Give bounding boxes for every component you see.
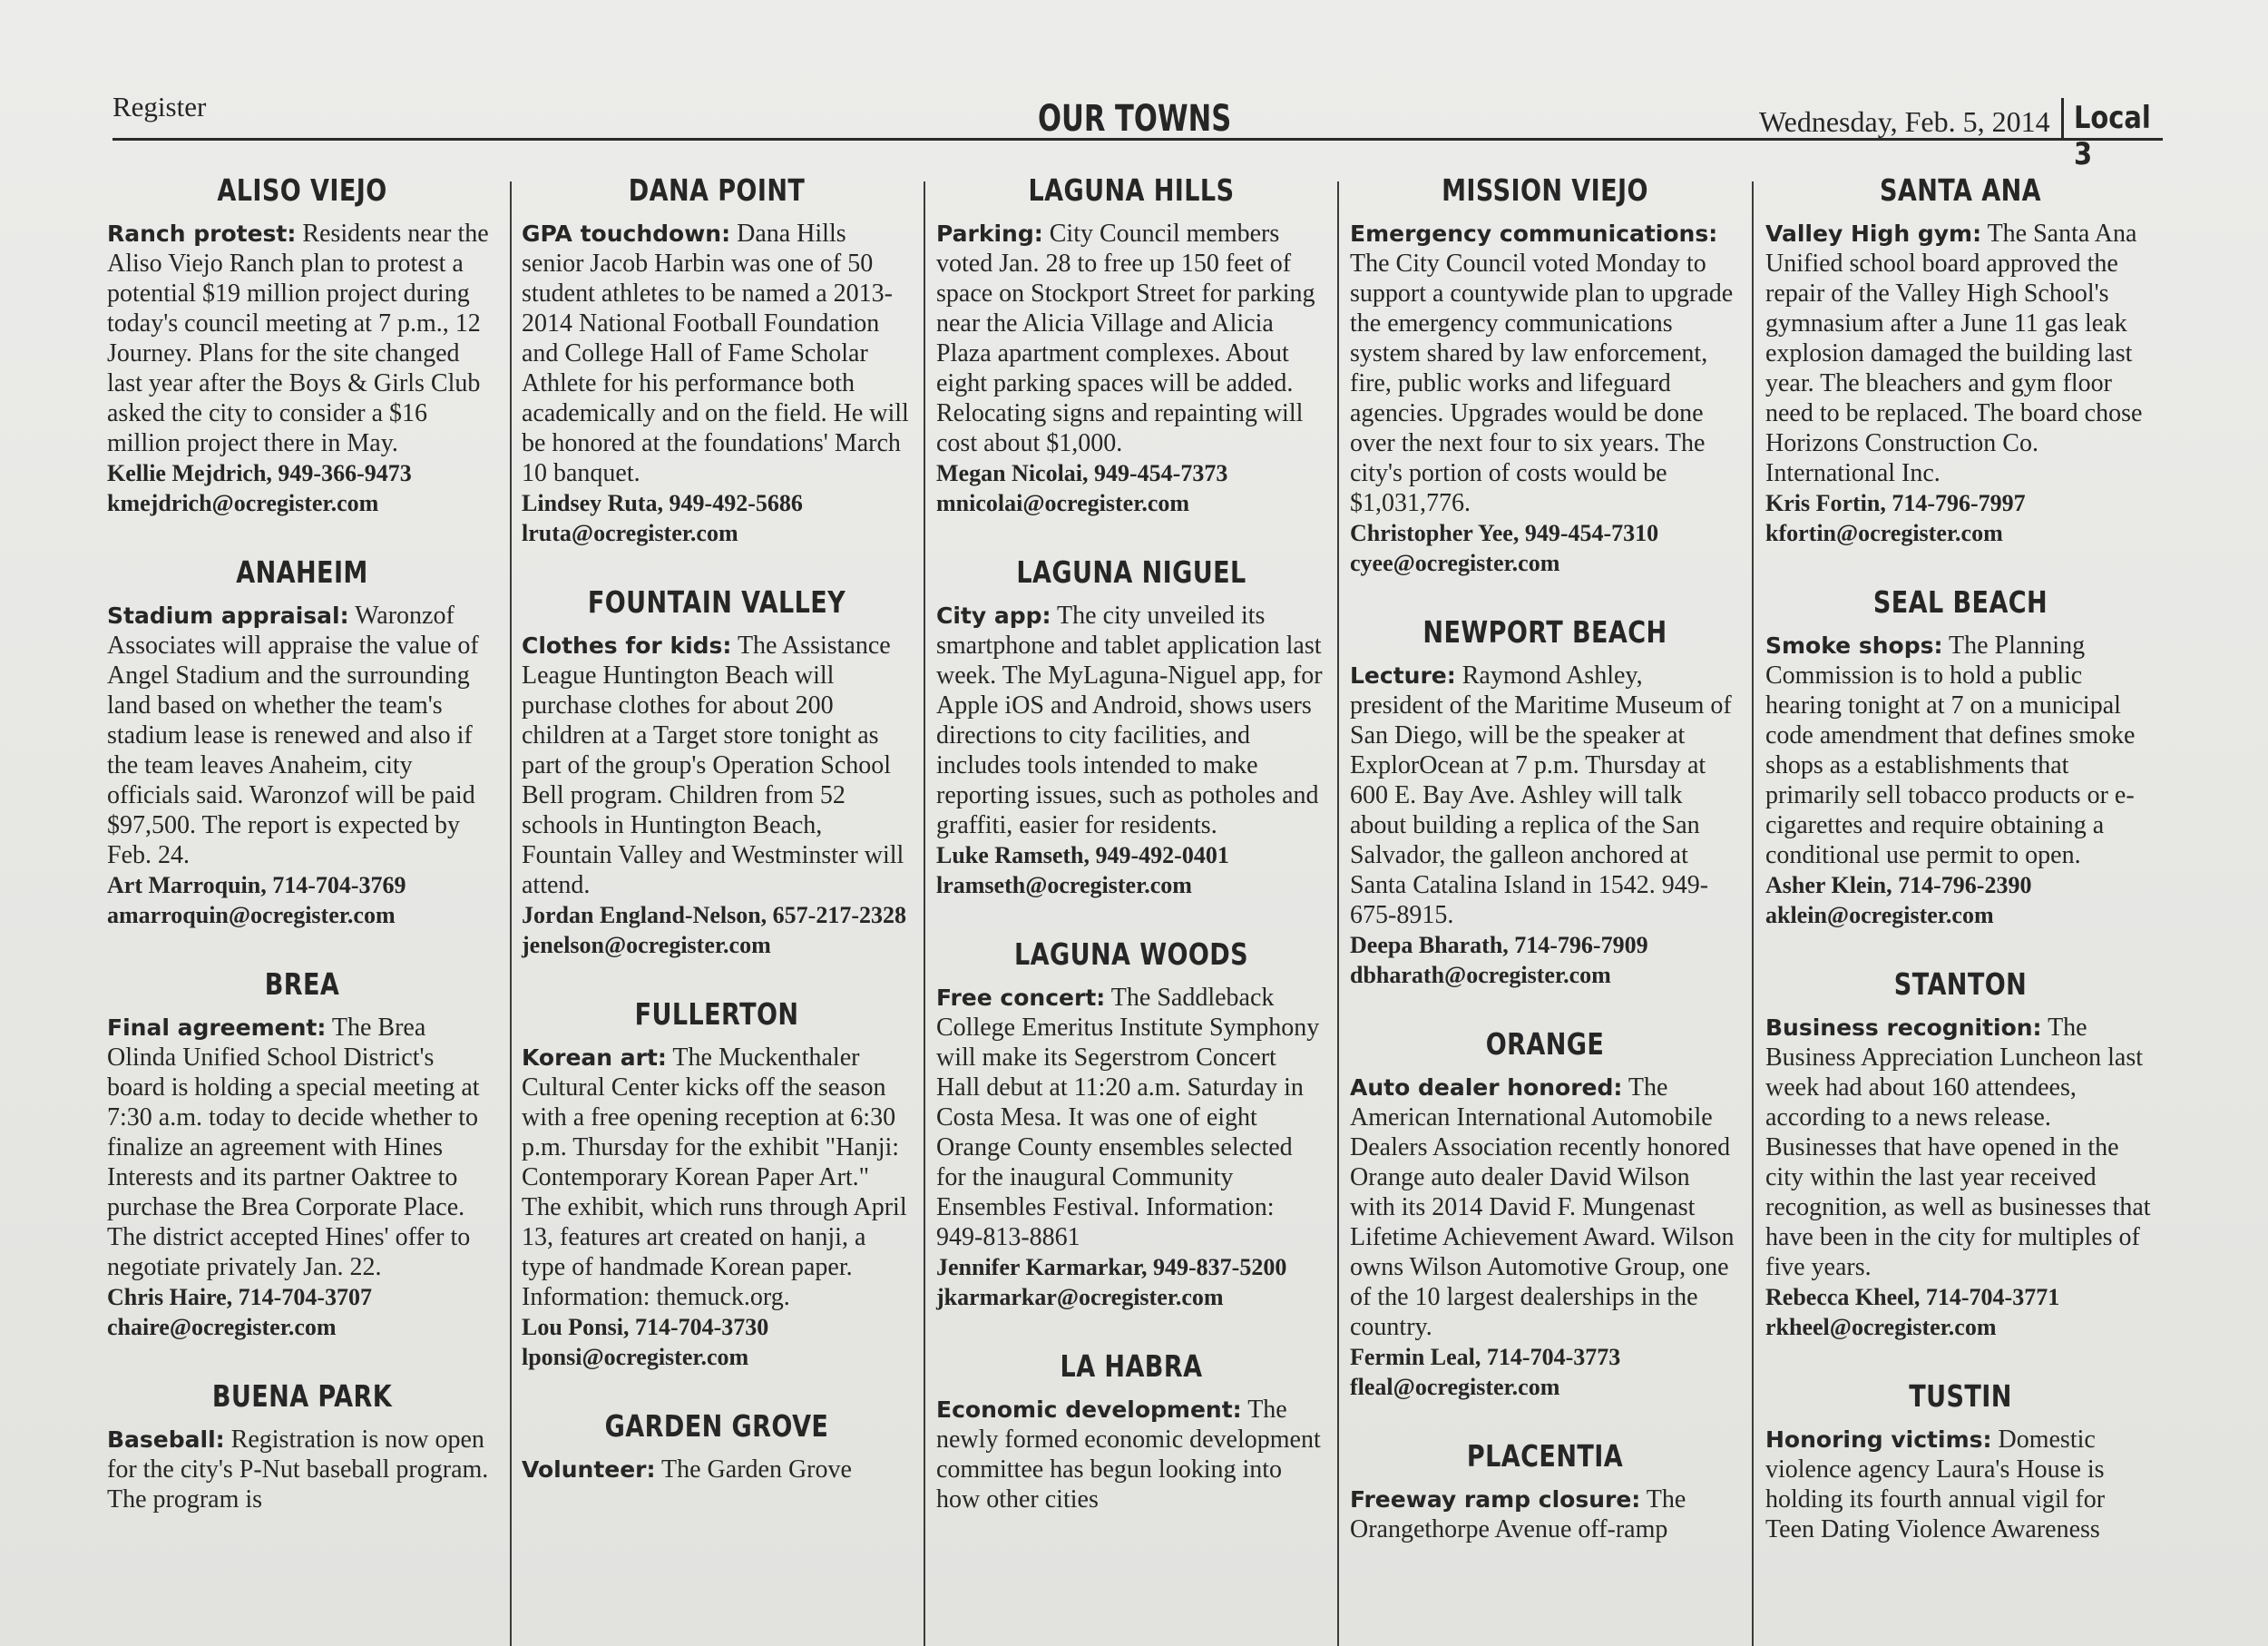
item-kicker: Korean art: [522,1044,667,1071]
item-kicker: Clothes for kids: [522,632,732,659]
reporter-email: lruta@ocregister.com [522,520,738,546]
town-heading: LAGUNA NIGUEL [1016,554,1246,590]
town-item [522,172,912,548]
town-heading: PLACENTIA [1466,1438,1624,1474]
reporter-byline: Jennifer Karmarkar, 949-837-5200 [936,1254,1287,1280]
reporter-email: aklein@ocregister.com [1765,902,1994,928]
item-kicker: Lecture: [1350,662,1456,689]
town-heading: TUSTIN [1909,1378,2012,1414]
news-column [522,172,912,1521]
item-body [107,1013,497,1282]
item-text: The American International Automobile Dealers Association recently honored Orange auto dealer David Wilson with its 2014 David F. Mungenast Lifetime Achievement Award. Wilson owns Wilson Automotive Group, one of the 10 largest dealerships in the country. [1350,1073,1735,1341]
paper-name: Register [112,91,207,122]
reporter-email: kmejdrich@ocregister.com [107,490,379,516]
item-kicker: Freeway ramp closure: [1350,1486,1641,1513]
reporter-email: jenelson@ocregister.com [522,932,771,958]
town-heading: STANTON [1893,966,2028,1002]
item-body [522,631,912,900]
item-text: The newly formed economic development committee has begun looking into how other cities [936,1396,1321,1514]
town-item [1350,172,1740,578]
item-body [107,219,497,458]
reporter-byline: Art Marroquin, 714-704-3769 [107,872,406,898]
item-kicker: Parking: [936,220,1043,247]
town-heading: BUENA PARK [211,1378,393,1414]
reporter-byline: Luke Ramseth, 949-492-0401 [936,842,1229,868]
reporter-byline: Fermin Leal, 714-704-3773 [1350,1344,1621,1370]
item-kicker: GPA touchdown: [522,220,731,247]
item-text: Residents near the Aliso Viejo Ranch plan to protest a potential $19 million project during today's council meeting at 7 p.m., 12 Journey. Plans for the site changed last year after the Boys & Girls Club asked the city to consider a $16 million project there in May. [107,220,489,457]
item-body [936,1395,1326,1514]
item-body [1765,1013,2156,1282]
item-kicker: Honoring victims: [1765,1426,1992,1453]
town-item [107,554,497,930]
item-text: The Planning Commission is to hold a public hearing tonight at 7 on a municipal code amendment that defines smoke shops as a establishments that primarily sell tobacco products or e-cigarettes and require obtaining a conditional use permit to open. [1765,632,2136,869]
item-kicker: Baseball: [107,1426,225,1453]
item-text: Waronzof Associates will appraise the value of Angel Stadium and the surrounding land based on whether the team's stadium lease is renewed and also if the team leaves Anaheim, city officials said. Waronzof will be paid $97,500. The report is expected by Feb. 24. [107,602,479,869]
town-heading: ANAHEIM [236,554,368,590]
town-heading: SANTA ANA [1879,172,2042,208]
town-item [1765,1378,2156,1544]
item-kicker: Business recognition: [1765,1014,2042,1041]
item-text: The Saddleback College Emeritus Institute Symphony will make its Segerstrom Concert Hall debut at 11:20 a.m. Saturday in Costa Mesa. It was one of eight Orange County ensembles selected for the inaugural Community Ensembles Festival. Information: 949-813-8861 [936,984,1320,1251]
reporter-email: lponsi@ocregister.com [522,1344,749,1370]
item-kicker: Free concert: [936,985,1106,1011]
issue-date: Wednesday, Feb. 5, 2014 [1759,105,2050,138]
town-item [1765,172,2156,548]
column-rule [1752,181,1754,1646]
town-item [936,554,1326,900]
news-column [936,172,1326,1551]
item-kicker: City app: [936,603,1051,629]
column-rule [510,181,512,1646]
item-kicker: Ranch protest: [107,220,297,247]
item-text: The City Council voted Monday to support a countywide plan to upgrade the emergency communications system shared by law enforcement, fire, public works and lifeguard agencies. Upgrades would be done over the next four to six years. The city's portion of costs would be $1,031,776. [1350,250,1734,517]
reporter-byline: Jordan England-Nelson, 657-217-2328 [522,902,906,928]
reporter-byline: Lou Ponsi, 714-704-3730 [522,1314,769,1340]
section-title: OUR TOWNS [1038,98,1232,140]
item-text: Registration is now open for the city's P-Nut baseball program. The program is [107,1426,489,1514]
item-text: Domestic violence agency Laura's House is holding its fourth annual vigil for Teen Dating Violence Awareness [1765,1426,2106,1543]
town-item [936,936,1326,1312]
town-heading: FOUNTAIN VALLEY [587,584,846,620]
reporter-email: cyee@ocregister.com [1350,550,1560,576]
reporter-byline: Deepa Bharath, 714-796-7909 [1350,932,1648,958]
town-item [522,996,912,1372]
reporter-email: jkarmarkar@ocregister.com [936,1284,1224,1310]
item-text: City Council members voted Jan. 28 to free up 150 feet of space on Stockport Street for parking near the Alicia Village and Alicia Plaza apartment complexes. About eight parking spaces will be added. Relocating signs and repainting will cost about $1,000. [936,220,1315,457]
news-column [1765,172,2156,1581]
item-body [1765,1425,2156,1544]
item-text: The Muckenthaler Cultural Center kicks off the season with a free opening reception at 6:30 p.m. Thursday for the exhibit "Hanji: Contemporary Korean Paper Art." The exhibit, which runs through April 13, features art created on hanji, a type of handmade Korean paper. Information: themuck.org. [522,1043,907,1311]
column-rule [924,181,925,1646]
item-text: Dana Hills senior Jacob Harbin was one of 50 student athletes to be named a 2013-2014 National Football Foundation and College Hall of Fame Scholar Athlete for his performance both academically and on the field. He will be honored at the foundations' March 10 banquet. [522,220,909,487]
item-text: The Santa Ana Unified school board approved the repair of the Valley High School's gymnasium after a June 11 gas leak explosion damaged the building last year. The bleachers and gym floor need to be replaced. The board chose Horizons Construction Co. International Inc. [1765,220,2143,487]
item-body [522,1455,912,1484]
town-heading: LAGUNA HILLS [1028,172,1235,208]
reporter-email: rkheel@ocregister.com [1765,1314,1997,1340]
reporter-email: amarroquin@ocregister.com [107,902,396,928]
town-heading: LA HABRA [1060,1348,1203,1384]
item-body [1350,1073,1740,1342]
masthead [112,87,2163,172]
item-text: Raymond Ashley, president of the Maritime Museum of San Diego, will be the speaker at ExplorOcean at 7 p.m. Thursday at 600 E. Bay Ave. Ashley will talk about building a replica of the San Salvador, the galleon anchored at Santa Catalina Island in 1542. 949-675-8915. [1350,661,1732,929]
town-item [1350,614,1740,990]
item-kicker: Volunteer: [522,1456,656,1483]
item-body [1765,219,2156,488]
news-column [107,172,497,1551]
column-rule [1337,181,1339,1646]
item-kicker: Smoke shops: [1765,632,1943,659]
reporter-email: fleal@ocregister.com [1350,1374,1560,1400]
item-body [1350,661,1740,930]
item-body [1350,1484,1740,1544]
item-body [107,601,497,870]
item-body [107,1425,497,1514]
town-heading: BREA [264,966,340,1002]
town-item [1765,966,2156,1342]
reporter-byline: Megan Nicolai, 949-454-7373 [936,460,1228,486]
item-body [1350,219,1740,518]
town-item [1350,1438,1740,1544]
reporter-byline: Christopher Yee, 949-454-7310 [1350,520,1659,546]
reporter-email: chaire@ocregister.com [107,1314,337,1340]
reporter-byline: Kellie Mejdrich, 949-366-9473 [107,460,412,486]
item-body [522,1043,912,1312]
item-text: The Garden Grove [661,1455,852,1484]
reporter-email: dbharath@ocregister.com [1350,962,1611,988]
town-heading: MISSION VIEJO [1442,172,1648,208]
reporter-email: mnicolai@ocregister.com [936,490,1190,516]
town-item [522,584,912,960]
town-item [522,1408,912,1484]
item-body [1765,631,2156,870]
town-item [1765,584,2156,930]
page-label: Local 3 [2074,100,2151,172]
item-kicker: Valley High gym: [1765,220,1982,247]
news-column [1350,172,1740,1581]
item-body [936,219,1326,458]
reporter-byline: Rebecca Kheel, 714-704-3771 [1765,1284,2060,1310]
town-item [936,172,1326,518]
item-body [936,601,1326,840]
item-text: The Business Appreciation Luncheon last week had about 160 attendees, according to a news release. Businesses that have opened in the city within the last year received recognition, as well as businesses that have been in the city for multiples of five years. [1765,1014,2151,1281]
item-kicker: Stadium appraisal: [107,603,349,629]
town-item [1350,1026,1740,1402]
town-heading: GARDEN GROVE [604,1408,829,1444]
item-text: The Assistance League Huntington Beach will purchase clothes for about 200 children at a Target store tonight as part of the group's Operation School Bell program. Children from 52 schools in Huntington Beach, Fountain Valley and Westminster will attend. [522,632,904,899]
item-kicker: Emergency communications: [1350,220,1718,247]
town-heading: ORANGE [1485,1026,1605,1062]
town-heading: SEAL BEACH [1872,584,2048,620]
reporter-byline: Lindsey Ruta, 949-492-5686 [522,490,803,516]
town-heading: LAGUNA WOODS [1013,936,1249,972]
reporter-email: lramseth@ocregister.com [936,872,1192,898]
item-kicker: Final agreement: [107,1014,327,1041]
masthead-divider [2061,98,2064,138]
reporter-byline: Chris Haire, 714-704-3707 [107,1284,372,1310]
town-heading: NEWPORT BEACH [1422,614,1667,650]
item-body [936,983,1326,1252]
item-kicker: Economic development: [936,1396,1242,1423]
town-item [107,1378,497,1514]
town-item [107,966,497,1342]
item-body [522,219,912,488]
item-text: The Brea Olinda Unified School District's board is holding a special meeting at 7:30 a.m. today to decide whether to finalize an agreement with Hines Interests and its partner Oaktree to purchase the Brea Corporate Place. The district accepted Hines' offer to negotiate privately Jan. 22. [107,1014,480,1281]
item-text: The city unveiled its smartphone and tablet application last week. The MyLaguna-Niguel app, for Apple iOS and Android, shows users directions to city facilities, and includes tools intended to make reporting issues, such as potholes and graffiti, easier for residents. [936,602,1323,839]
reporter-byline: Kris Fortin, 714-796-7997 [1765,490,2026,516]
item-text: The Orangethorpe Avenue off-ramp [1350,1485,1686,1543]
town-item [107,172,497,518]
item-kicker: Auto dealer honored: [1350,1074,1623,1101]
town-item [936,1348,1326,1514]
reporter-email: kfortin@ocregister.com [1765,520,2003,546]
reporter-byline: Asher Klein, 714-796-2390 [1765,872,2032,898]
town-heading: DANA POINT [628,172,806,208]
town-heading: ALISO VIEJO [217,172,387,208]
town-heading: FULLERTON [634,996,799,1032]
